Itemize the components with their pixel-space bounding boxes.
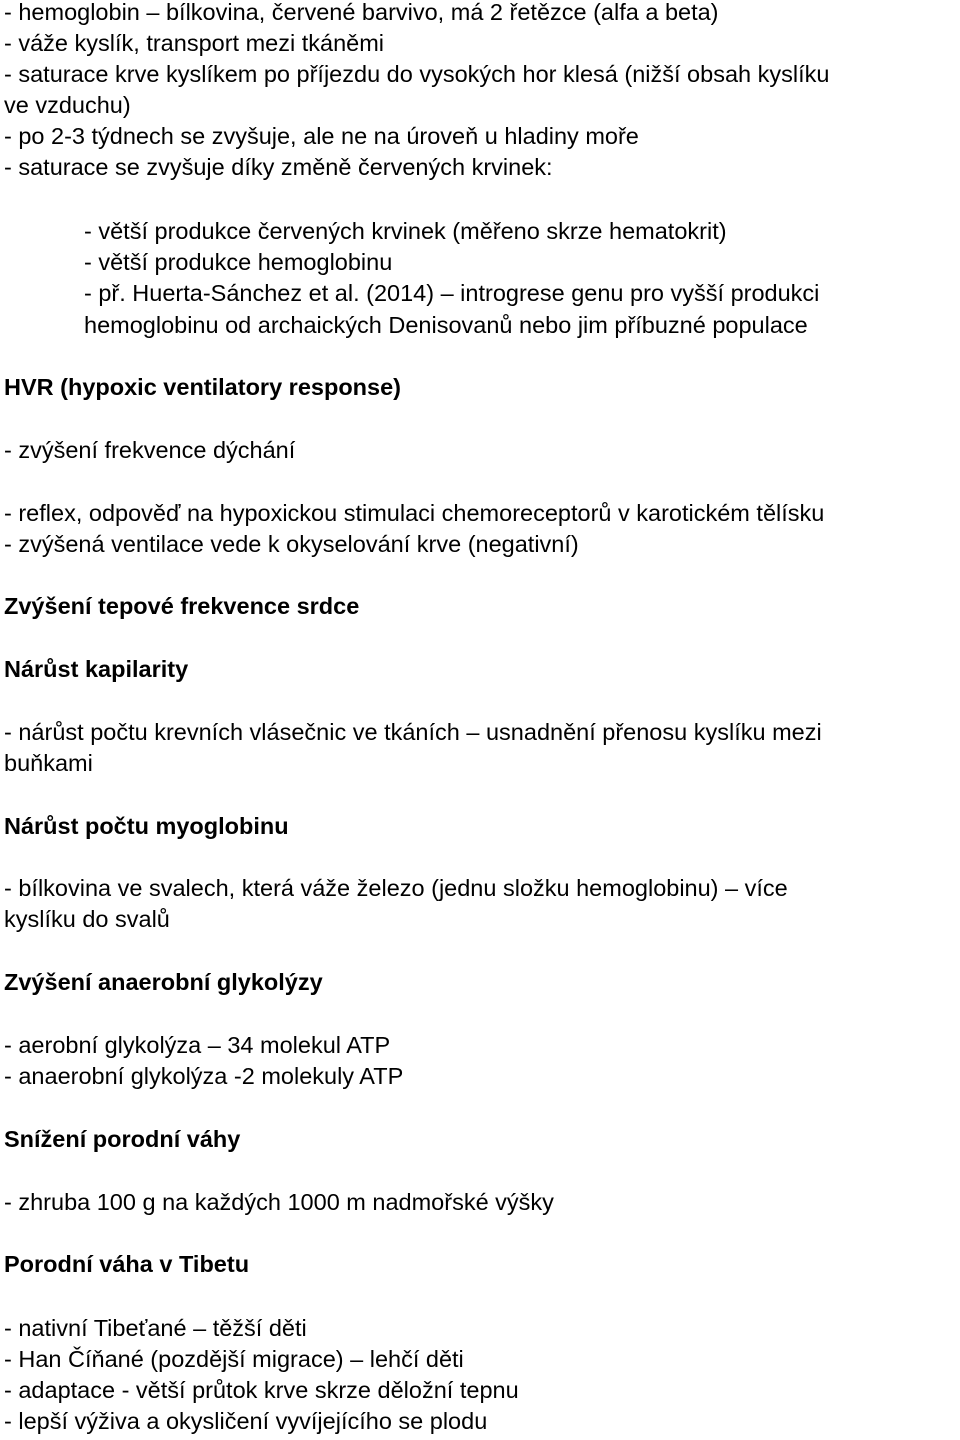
section-heading-capillary: Nárůst kapilarity bbox=[4, 656, 189, 682]
text-line: - nativní Tibeťané – těžší děti bbox=[4, 1315, 307, 1341]
indented-line: - př. Huerta-Sánchez et al. (2014) – introgrese genu pro vyšší produkci bbox=[84, 280, 820, 306]
text-line: - po 2-3 týdnech se zvyšuje, ale ne na úroveň u hladiny moře bbox=[4, 123, 639, 149]
text-line: - zvýšení frekvence dýchání bbox=[4, 437, 296, 463]
text-line: - reflex, odpověď na hypoxickou stimulaci chemoreceptorů v karotickém tělísku bbox=[4, 500, 825, 526]
text-line: - váže kyslík, transport mezi tkáněmi bbox=[4, 30, 385, 56]
section-heading-hvr: HVR (hypoxic ventilatory response) bbox=[4, 374, 401, 400]
text-line: - bílkovina ve svalech, která váže železo (jednu složku hemoglobinu) – více bbox=[4, 875, 788, 901]
text-line: ve vzduchu) bbox=[4, 92, 131, 118]
text-line: - adaptace - větší průtok krve skrze děložní tepnu bbox=[4, 1377, 519, 1403]
section-heading-heart: Zvýšení tepové frekvence srdce bbox=[4, 593, 360, 619]
text-line: - lepší výživa a okysličení vyvíjejícího se plodu bbox=[4, 1408, 488, 1434]
text-line: - zvýšená ventilace vede k okyselování krve (negativní) bbox=[4, 531, 579, 557]
text-line: - anaerobní glykolýza -2 molekuly ATP bbox=[4, 1063, 404, 1089]
section-heading-tibet: Porodní váha v Tibetu bbox=[4, 1251, 250, 1277]
text-line: - zhruba 100 g na každých 1000 m nadmořské výšky bbox=[4, 1189, 554, 1215]
indented-line: - větší produkce hemoglobinu bbox=[84, 249, 393, 275]
section-heading-myoglobin: Nárůst počtu myoglobinu bbox=[4, 813, 289, 839]
text-line: - nárůst počtu krevních vlásečnic ve tkáních – usnadnění přenosu kyslíku mezi bbox=[4, 719, 822, 745]
text-line: - saturace se zvyšuje díky změně červených krvinek: bbox=[4, 154, 553, 180]
text-line: - aerobní glykolýza – 34 molekul ATP bbox=[4, 1032, 391, 1058]
section-heading-birthweight: Snížení porodní váhy bbox=[4, 1126, 241, 1152]
indented-line: - větší produkce červených krvinek (měřeno skrze hematokrit) bbox=[84, 218, 727, 244]
text-line: kyslíku do svalů bbox=[4, 906, 170, 932]
section-heading-glycolysis: Zvýšení anaerobní glykolýzy bbox=[4, 969, 323, 995]
text-line: - hemoglobin – bílkovina, červené barvivo, má 2 řetězce (alfa a beta) bbox=[4, 0, 719, 25]
text-line: - saturace krve kyslíkem po příjezdu do vysokých hor klesá (nižší obsah kyslíku bbox=[4, 61, 830, 87]
text-line: - Han Číňané (pozdější migrace) – lehčí děti bbox=[4, 1346, 464, 1372]
indented-line: hemoglobinu od archaických Denisovanů nebo jim příbuzné populace bbox=[84, 312, 808, 338]
text-line: buňkami bbox=[4, 750, 93, 776]
